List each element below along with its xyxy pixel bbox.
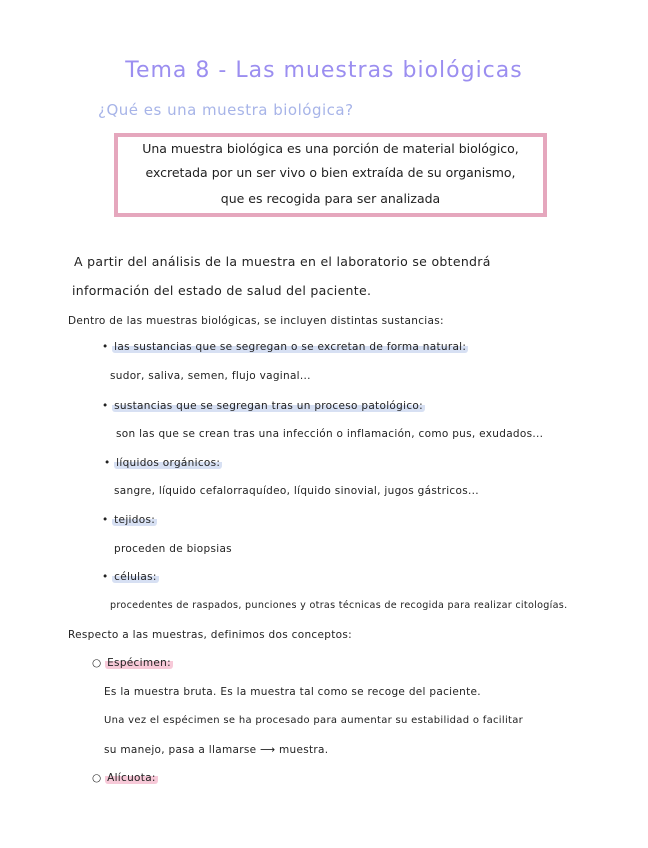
- item-body: son las que se crean tras una infección o inflamación, como pus, exudados...: [116, 428, 544, 440]
- list-item: [102, 514, 157, 526]
- aliquot-label: Alícuota:: [107, 772, 156, 784]
- item-head: tejidos:: [114, 514, 156, 526]
- concepts-intro: Respecto a las muestras, definimos dos conceptos:: [68, 629, 352, 641]
- bullet-icon: •: [102, 341, 109, 353]
- item-body: procedentes de raspados, punciones y otras técnicas de recogida para realizar citologías.: [110, 600, 568, 611]
- bullet-icon: •: [104, 457, 111, 469]
- concept-aliquot: [92, 772, 158, 784]
- bullet-icon: •: [102, 571, 109, 583]
- includes-text: Dentro de las muestras biológicas, se incluyen distintas sustancias:: [68, 315, 444, 327]
- item-body: sangre, líquido cefalorraquídeo, líquido sinovial, jugos gástricos...: [114, 485, 479, 497]
- circle-bullet-icon: ○: [92, 657, 102, 669]
- item-head: células:: [114, 571, 157, 583]
- definition-line-3: que es recogida para ser analizada: [220, 191, 441, 206]
- specimen-label: Espécimen:: [107, 657, 171, 669]
- list-item: [102, 341, 468, 353]
- intro-line-1: A partir del análisis de la muestra en el laboratorio se obtendrá: [74, 254, 491, 269]
- concept-specimen: [92, 657, 173, 669]
- list-item: [102, 571, 159, 583]
- specimen-line-2: Una vez el espécimen se ha procesado para aumentar su estabilidad o facilitar: [104, 715, 524, 726]
- page-title: Tema 8 - Las muestras biológicas: [125, 58, 523, 83]
- specimen-line-1: Es la muestra bruta. Es la muestra tal como se recoge del paciente.: [104, 686, 481, 698]
- circle-bullet-icon: ○: [92, 772, 102, 784]
- definition-line-1: Una muestra biológica es una porción de material biológico,: [142, 141, 519, 156]
- item-head: sustancias que se segregan tras un proceso patológico:: [114, 400, 423, 412]
- item-body: proceden de biopsias: [114, 543, 232, 555]
- definition-box: [114, 133, 547, 217]
- intro-line-2: información del estado de salud del paciente.: [72, 283, 372, 298]
- specimen-line-3: su manejo, pasa a llamarse ⟶ muestra.: [104, 744, 329, 756]
- definition-line-2: excretada por un ser vivo o bien extraída de su organismo,: [145, 165, 516, 180]
- item-head: las sustancias que se segregan o se excretan de forma natural:: [114, 341, 467, 353]
- item-head: líquidos orgánicos:: [116, 457, 221, 469]
- list-item: [104, 457, 222, 469]
- bullet-icon: •: [102, 400, 109, 412]
- bullet-icon: •: [102, 514, 109, 526]
- item-body: sudor, saliva, semen, flujo vaginal...: [110, 370, 311, 382]
- section-question: ¿Qué es una muestra biológica?: [98, 101, 354, 119]
- list-item: [102, 400, 425, 412]
